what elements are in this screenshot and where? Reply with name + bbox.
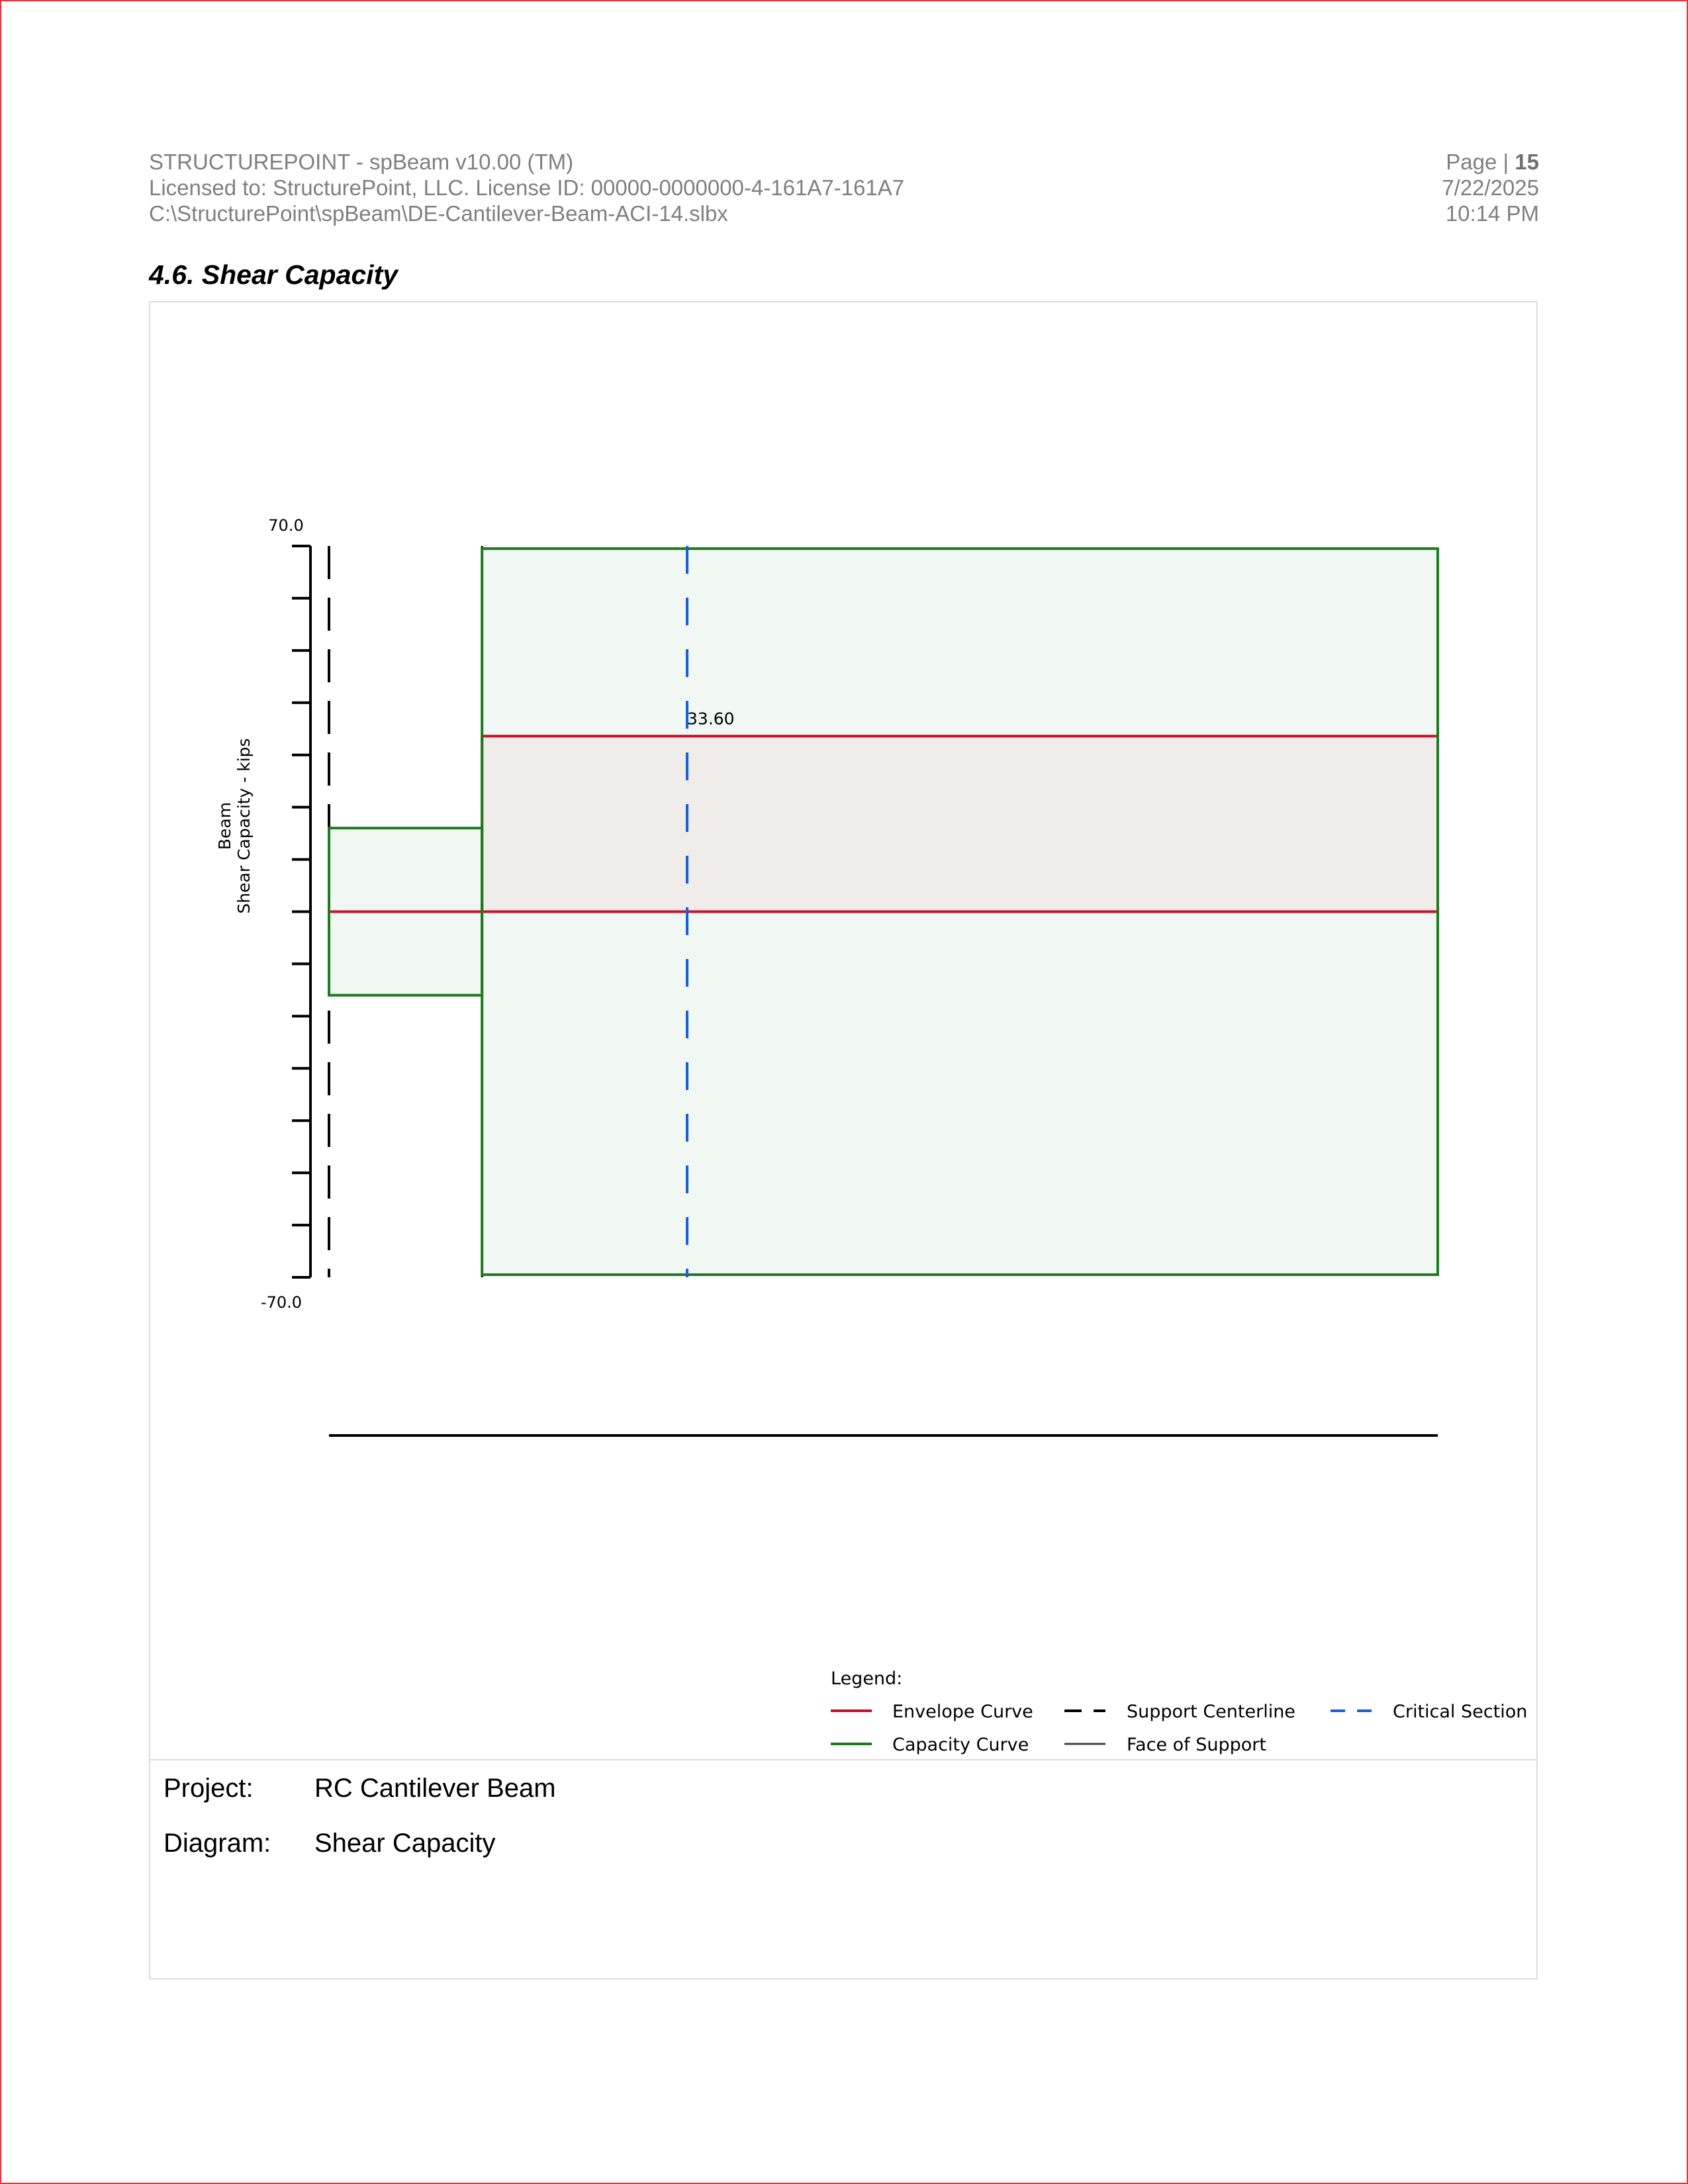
diagram-row	[164, 1829, 495, 1858]
legend-face-label: Face of Support	[1127, 1735, 1266, 1755]
legend-envelope-label: Envelope Curve	[892, 1702, 1033, 1722]
project-label: Project:	[164, 1774, 254, 1803]
file-path: C:\StructurePoint\spBeam\DE-Cantilever-Beam-ACI-14.slbx	[149, 201, 728, 226]
page-number: 15	[1515, 150, 1539, 174]
license-info: Licensed to: StructurePoint, LLC. License ID: 00000-0000000-4-161A7-161A7	[149, 175, 905, 200]
report-date: 7/22/2025	[1442, 175, 1539, 200]
project-row	[164, 1774, 556, 1803]
section-title: 4.6. Shear Capacity	[149, 259, 399, 290]
page-prefix: Page |	[1446, 150, 1515, 174]
y-axis-label-line2: Shear Capacity - kips	[234, 738, 254, 914]
project-value: RC Cantilever Beam	[314, 1774, 556, 1803]
plot-layer	[329, 546, 1438, 1277]
legend-capacity-label: Capacity Curve	[892, 1735, 1029, 1755]
diagram-label: Diagram:	[164, 1829, 271, 1858]
y-axis	[292, 546, 310, 1277]
report-time: 10:14 PM	[1445, 201, 1539, 226]
y-tick-label-top: 70.0	[268, 516, 304, 535]
app-name: STRUCTUREPOINT - spBeam v10.00 (TM)	[149, 150, 574, 174]
diagram-info-panel	[149, 1759, 1538, 1979]
legend-critical-label: Critical Section	[1393, 1702, 1528, 1722]
legend-title: Legend:	[831, 1668, 903, 1689]
y-tick-label-bottom: -70.0	[260, 1293, 303, 1312]
y-axis-label-line1: Beam	[215, 801, 234, 850]
envelope-area-2	[482, 736, 1438, 911]
legend	[831, 1668, 1527, 1755]
envelope-value-label: 33.60	[687, 709, 735, 729]
diagram-value: Shear Capacity	[314, 1829, 496, 1858]
legend-support-label: Support Centerline	[1127, 1702, 1295, 1722]
